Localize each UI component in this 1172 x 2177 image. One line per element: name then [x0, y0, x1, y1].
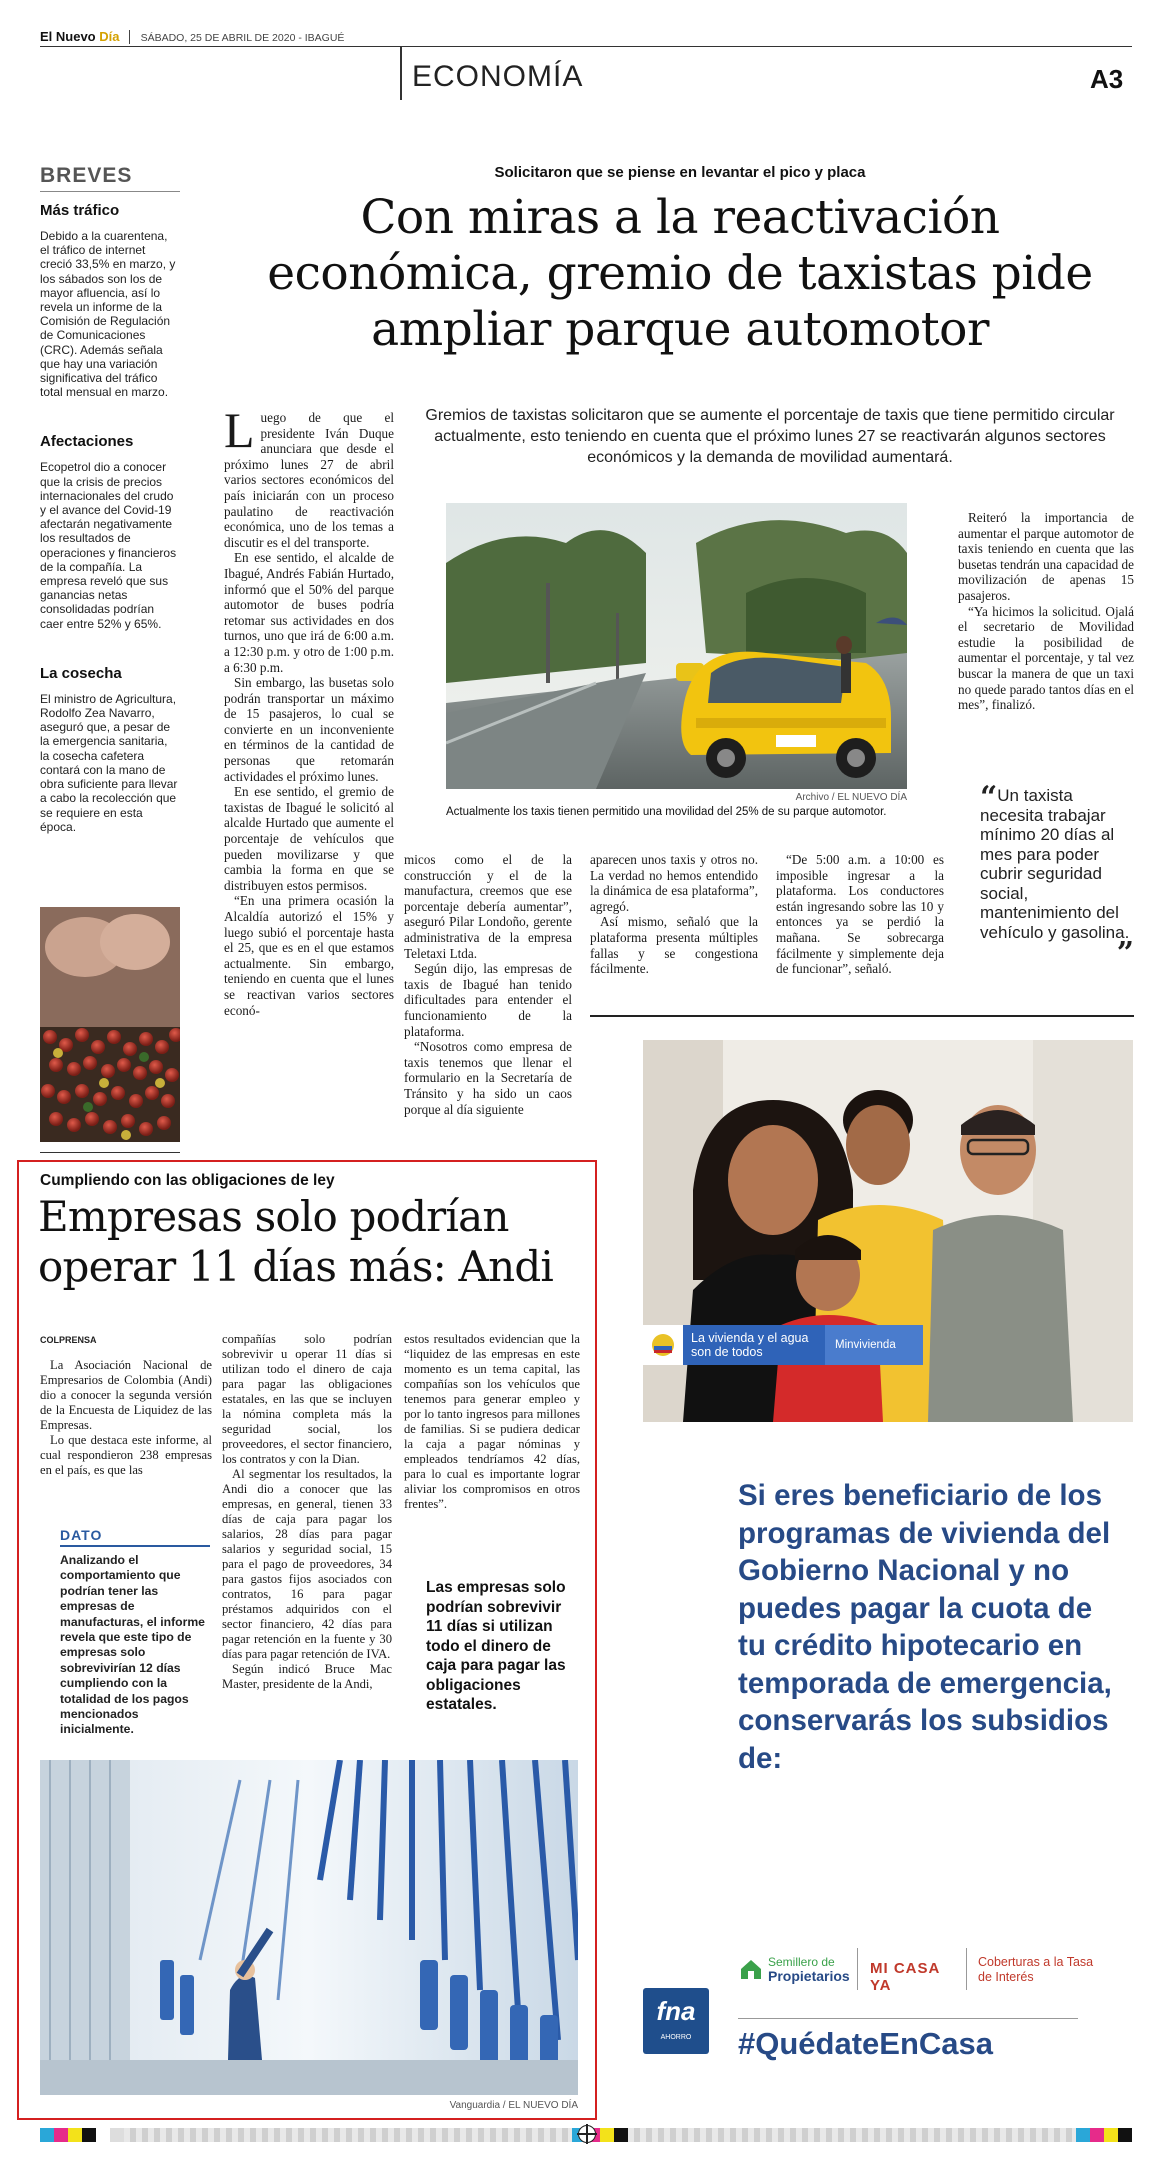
- open-quote-icon: “: [980, 780, 998, 815]
- brief-text: Ecopetrol dio a conocer que la crisis de precios internacionales del crudo y el avance del Covid-19 afectarán negativamente los resultados de operaciones y financieros de la compañía. La empresa reveló que sus ganancias netas consolidadas podrían caer entre 52% y 65%.: [40, 460, 177, 631]
- taxi-photo-caption: Actualmente los taxis tienen permitido una movilidad del 25% de su parque automotor.: [446, 806, 887, 818]
- fna-logo: fna AHORRO: [643, 1988, 709, 2054]
- section-divider: [400, 46, 402, 100]
- brief-text: Debido a la cuarentena, el tráfico de internet creció 33,5% en marzo, y los sábados son los de mayor afluencia, así lo revela un informe de la Comisión de Regulación de Comunicaciones (CRC). Además señala que hay una variación significativa del tráfico total mensual en marzo.: [40, 229, 176, 400]
- main-lead: Gremios de taxistas solicitaron que se aumente el porcentaje de taxis que tiene permitido circular actualmente, esto teniendo en cuenta que el próximo lunes 27 se reactivarán algunos sectores económicos y la demanda de movilidad aumentará.: [425, 407, 1115, 466]
- ad-message: Si eres beneficiario de los programas de vivienda del Gobierno Nacional y no puedes pagar la cuota de tu crédito hipotecario en temporada de emergencia, conservarás los subsidios de:: [738, 1479, 1112, 1775]
- main-kicker: Solicitaron que se piense en levantar el pico y placa: [494, 164, 866, 181]
- second-byline: COLPRENSA: [40, 1335, 97, 1345]
- ad-tagline-bar: [643, 1325, 923, 1365]
- main-headline: Con miras a la reactivación económica, gremio de taxistas pide ampliar parque automotor: [267, 190, 1093, 357]
- factory-photo: [40, 1760, 578, 2095]
- dato-rule: [60, 1545, 210, 1547]
- second-col-1: La Asociación Nacional de Empresarios de Colombia (Andi) dio a conocer la segunda versión de la Encuesta de Liquidez de las Empresas. Lo que destaca este informe, al cual respondieron 238 empresas en el país, es que las: [40, 1358, 212, 1477]
- dato-label: DATO: [60, 1527, 103, 1543]
- main-col-5: Reiteró la importancia de aumentar el parque automotor de taxis teniendo en cuenta que las busetas tendrán una capacidad de movilización de apenas 15 pasajeros. “Ya hicimos la solicitud. Ojalá el secretario de Movilidad estudie la posibilidad de aumentar el porcentaje, y tal vez buscar la manera de que un taxi no quede parado tantos días en el mes”, finalizó.: [958, 510, 1134, 713]
- ad-logo-micasaya: MI CASA YA: [870, 1960, 940, 1994]
- second-pull-quote: Las empresas solo podrían sobrevivir 11 días si utilizan todo el dinero de caja para pagar las obligaciones estatales.: [426, 1579, 566, 1713]
- close-quote-icon: ”: [1116, 936, 1134, 971]
- breves-sidebar: [40, 164, 180, 834]
- page-number: A3: [1090, 64, 1124, 94]
- masthead: [40, 28, 1132, 46]
- brief-title: La cosecha: [40, 664, 122, 682]
- sidebar-rule: [40, 1152, 180, 1153]
- registration-mark-icon: [578, 2125, 596, 2143]
- ad-logo-semillero: Semillero de Propietarios: [738, 1955, 850, 1983]
- dato-text: Analizando el comportamiento que podrían tener las empresas de manufacturas, el informe revela que este tipo de empresas solo sobrevivirían 12 días cumpliendo con la totalidad de los pagos mencionados inicialmente.: [60, 1553, 205, 1737]
- main-col-4: “De 5:00 a.m. a 10:00 es imposible ingresar a la plataforma. Los conductores están ingresando sobre las 10 y entonces ya se perdió la mañana. Se sobrecarga fácilmente y simplemente deja de funcionar”, señaló.: [776, 852, 944, 977]
- ad-logo-divider: [857, 1948, 858, 1990]
- masthead-rule: [40, 46, 1132, 47]
- colombia-seal-icon: [643, 1325, 683, 1365]
- main-pull-quote: “Un taxista necesita trabajar mínimo 20 días al mes para poder cubrir seguridad social, mantenimiento del vehículo y gasolina. ”: [980, 780, 1134, 971]
- house-icon: [738, 1956, 764, 1982]
- second-col-2: compañías solo podrían sobrevivir u operar 11 días si utilizan todo el dinero de caja para pagar las obligaciones estatales, en las que se incluyen la nómina completa más la seguridad social, los proveedores, el sector financiero, los contratos y con la Dian. Al segmentar los resultados, la Andi dio a conocer que las empresas, en general, tienen 33 días de caja para pagar los salarios, 28 días para pagar salarios y seguridad social, 15 para el pago de proveedores, 34 para gastos fijos asociados con contratos, 16 para pagar préstamos adquiridos con el sector financiero, 42 días para pagar retención en la fuente y 30 días para pagar retención de IVA. Según indicó Bruce Mac Master, presidente de la Andi,: [222, 1332, 392, 1691]
- drop-cap: L: [224, 402, 255, 458]
- ad-logo-divider: [966, 1948, 967, 1990]
- main-col-1: Luego de que el presidente Iván Duque anunciara que desde el próximo lunes 27 de abril varios sectores económicos del país iniciarán con un proceso paulatino de reactivación económica, uno de los temas a discutir es el del transporte. En ese sentido, el alcalde de Ibagué, Andrés Fabián Hurtado, informó que el 50% del parque automotor de buses podría retomar sus actividades en dos turnos, uno que irá de 6:00 a.m. a 12:30 p.m. y otro de 1:00 p.m. a 6:30 p.m. Sin embargo, las busetas solo podrán transportar un máximo de 15 pasajeros, lo cual se convierte en un inconveniente en términos de la cantidad de personas que retomarán actividades el próximo lunes. En ese sentido, el gremio de taxistas de Ibagué le solicitó al alcalde Hurtado que aumente el porcentaje de vehículos que pueden movilizarse y que cambia la forma en que se distribuyen estos permisos. “En una primera ocasión la Alcaldía autorizó el 15% y luego subió el porcentaje hasta el 25, que es en el que estamos actualmente. Sin embargo, teniendo en cuenta que el lunes se reactivan varios sectores econó-: [224, 402, 394, 1018]
- second-kicker: Cumpliendo con las obligaciones de ley: [40, 1172, 335, 1189]
- dateline: SÁBADO, 25 DE ABRIL DE 2020 - IBAGUÉ: [140, 32, 345, 44]
- main-col-2: micos como el de la construcción y el de la manufactura, creemos que ese porcentaje debería aumentar”, aseguró Pilar Londoño, gerente administrativa de la empresa Teletaxi Ltda. Según dijo, las empresas de taxis de Ibagué han tenido dificultades para entender el funcionamiento de la plataforma. “Nosotros como empresa de taxis tenemos que llenar el formulario en la Secretaría de Tránsito y ha sido un caos porque al día siguiente: [404, 852, 572, 1117]
- ad-family-photo: [643, 1040, 1133, 1422]
- main-bottom-rule: [590, 1015, 1134, 1017]
- second-headline: Empresas solo podrían operar 11 días más: Andi: [38, 1192, 554, 1291]
- coffee-photo: [40, 907, 180, 1142]
- section-title: ECONOMÍA: [412, 60, 584, 93]
- taxi-photo: [446, 503, 907, 789]
- paper-name: El Nuevo Día: [40, 29, 120, 44]
- ad-tagline: La vivienda y el agua son de todos: [691, 1331, 809, 1359]
- brief-text: El ministro de Agricultura, Rodolfo Zea Navarro, aseguró que, a pesar de la emergencia sanitaria, la cosecha cafetera contará con la mano de obra suficiente para llevar a cabo la recolección que se requiere en esta época.: [40, 691, 178, 834]
- taxi-photo-credit: Archivo / EL NUEVO DÍA: [795, 792, 907, 803]
- ad-hashtag: #QuédateEnCasa: [738, 2026, 993, 2061]
- breves-header: BREVES: [40, 164, 133, 187]
- brief-title: Afectaciones: [40, 433, 134, 451]
- brief-title: Más tráfico: [40, 202, 120, 219]
- second-col-3: estos resultados evidencian que la “liquidez de las empresas en este momento es un tema capital, las compañías son los vehículos que tenemos para generar empleo y por lo tanto ingresos para millones de familias. Si se pudiera dedicar la caja a pagar nóminas y empleados tendríamos 42 días, para lo cual es importante lograr aliviar los compromisos en otros frentes”.: [404, 1332, 580, 1511]
- ad-logo-coberturas: Coberturas a la Tasa de Interés: [978, 1955, 1094, 1984]
- factory-photo-credit: Vanguardia / EL NUEVO DÍA: [449, 2100, 578, 2111]
- ad-hashtag-rule: [738, 2018, 1078, 2019]
- ad-ministry: Minvivienda: [825, 1325, 923, 1365]
- main-col-3: aparecen unos taxis y otros no. La verdad no hemos entendido la dinámica de esa plataforma”, agregó. Así mismo, señaló que la plataforma presenta múltiples fallas y se congestiona fácilmente.: [590, 852, 758, 977]
